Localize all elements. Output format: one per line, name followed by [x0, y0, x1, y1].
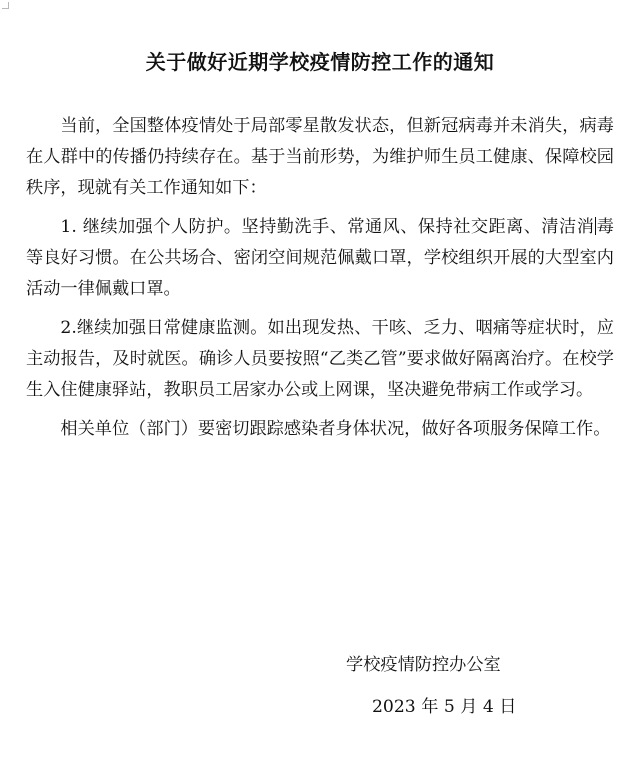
document-title: 关于做好近期学校疫情防控工作的通知	[145, 50, 495, 74]
paragraph-item-2: 2.继续加强日常健康监测。如出现发热、干咳、乏力、咽痛等症状时，应主动报告，及时就医。确诊人员要按照“乙类乙管”要求做好隔离治疗。在校学生入住健康驿站，教职员工居家办公或上网课，坚决避免带病工作或学习。	[26, 318, 614, 400]
paragraph-item-1	[26, 212, 614, 305]
paragraph-closing: 相关单位（部门）要密切跟踪感染者身体状况，做好各项服务保障工作。	[60, 419, 611, 439]
paragraph-item-1-text-b: 毒等良好习惯。在公共场合、密闭空间规范佩戴口罩，学校组织开展的大型室内活动一律佩戴口罩。	[26, 217, 614, 299]
paragraph-item-1-text-a: 1. 继续加强个人防护。坚持勤洗手、常通风、保持社交距离、清洁消	[60, 217, 595, 237]
signature-date: 2023 年 5 月 4 日	[372, 697, 517, 717]
signature-office: 学校疫情防控办公室	[346, 655, 501, 675]
document-page	[26, 48, 614, 445]
page-corner-mark	[2, 2, 9, 9]
signature-block	[0, 650, 634, 730]
document-body[interactable]	[26, 111, 614, 445]
paragraph-intro: 当前，全国整体疫情处于局部零星散发状态，但新冠病毒并未消失，病毒在人群中的传播仍持续存在。基于当前形势，为维护师生员工健康、保障校园秩序，现就有关工作通知如下：	[26, 116, 614, 198]
